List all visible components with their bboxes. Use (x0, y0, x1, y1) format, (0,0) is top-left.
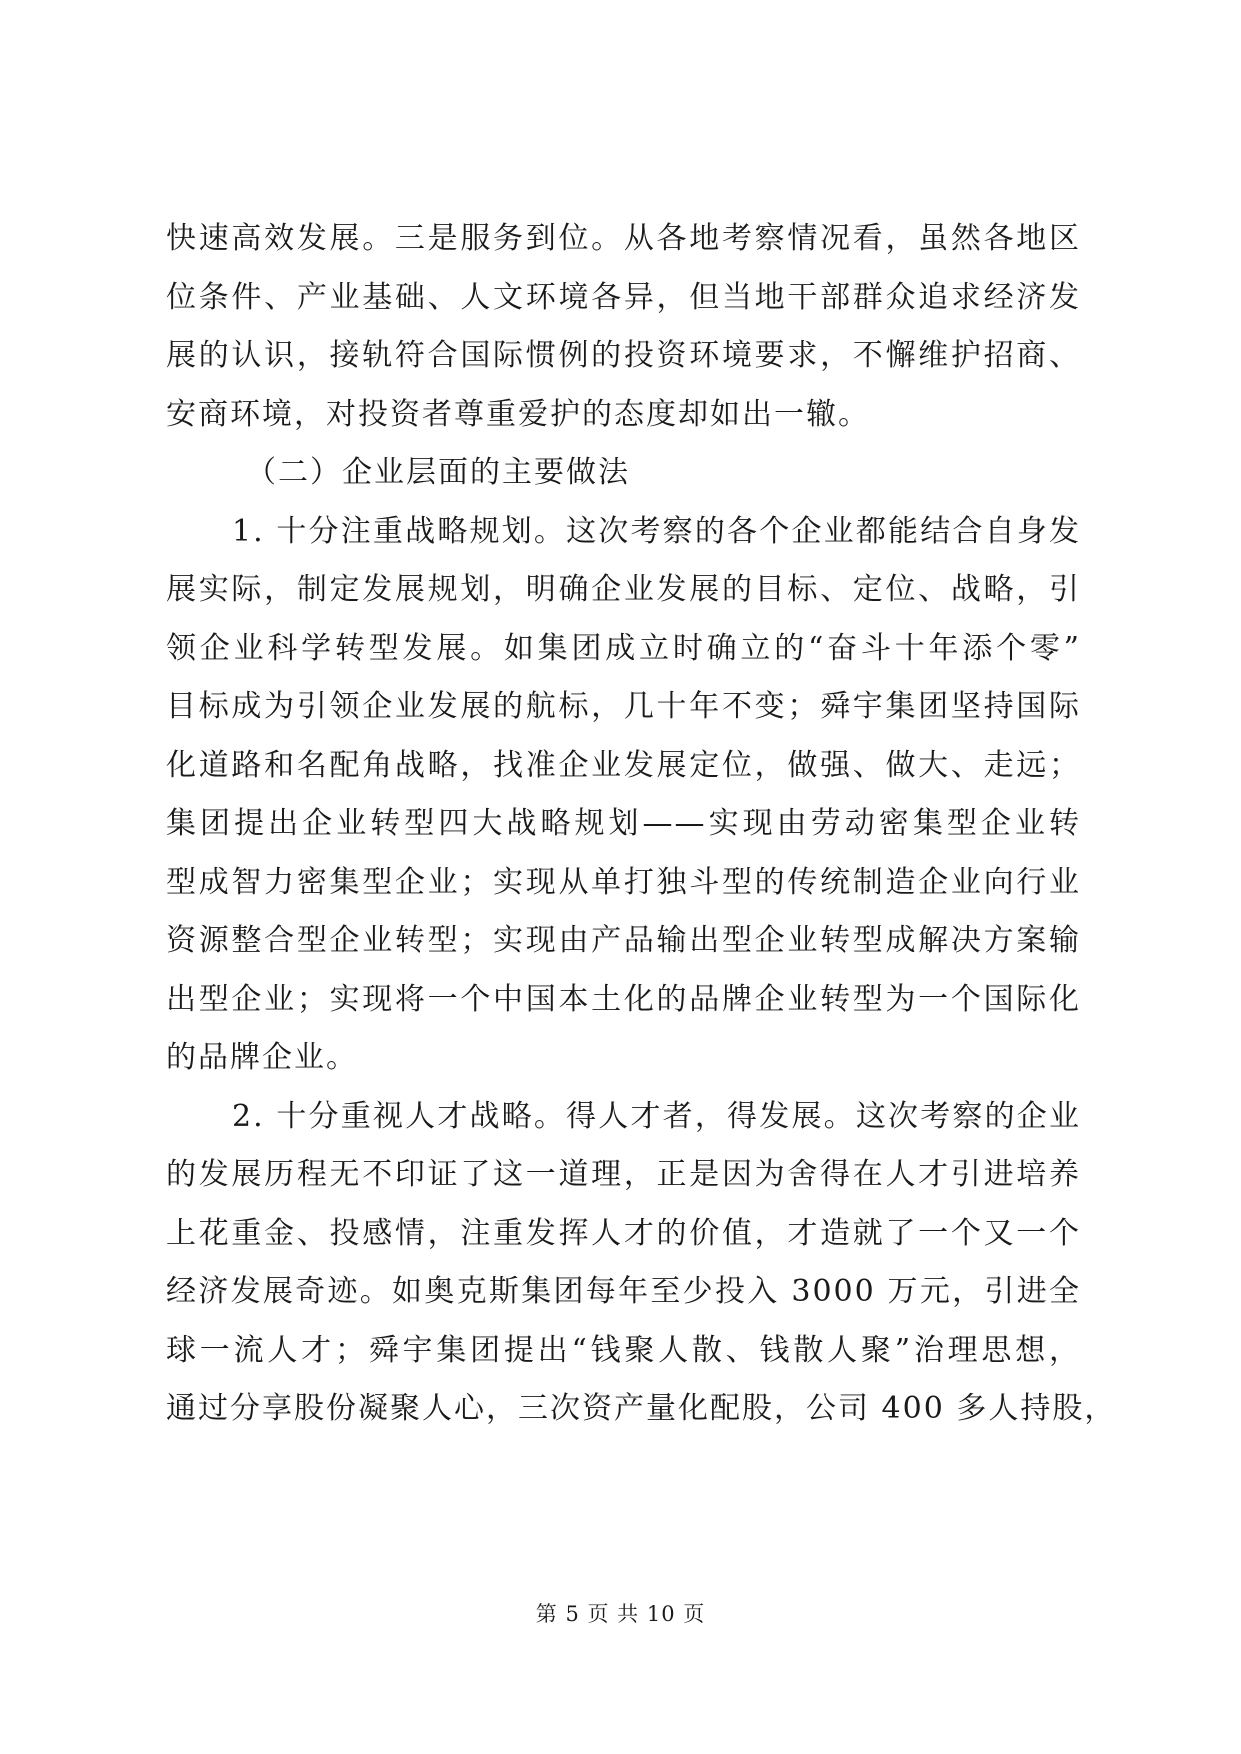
text-line: 位条件、产业基础、人文环境各异，但当地干部群众追求经济发 (166, 279, 1081, 315)
text-line: 资源整合型企业转型；实现由产品输出型企业转型成解决方案输 (166, 923, 1081, 958)
text-line: 展实际，制定发展规划，明确企业发展的目标、定位、战略，引 (166, 572, 1081, 607)
text-line: 化道路和名配角战略，找准企业发展定位，做强、做大、走远； (166, 747, 1081, 783)
text-line: 展的认识，接轨符合国际惯例的投资环境要求，不懈维护招商、 (166, 338, 1081, 373)
text-line: 目标成为引领企业发展的航标，几十年不变；舜宇集团坚持国际 (166, 689, 1081, 724)
text-line: 安商环境，对投资者尊重爱护的态度却如出一辙。 (166, 396, 870, 432)
page-number-footer: 第 5 页 共 10 页 (535, 1602, 706, 1626)
text-line: 型成智力密集型企业；实现从单打独斗型的传统制造企业向行业 (166, 864, 1081, 900)
body-text (166, 210, 1117, 1439)
text-line: 1. 十分注重战略规划。这次考察的各个企业都能结合自身发 (232, 513, 1081, 549)
text-line: 出型企业；实现将一个中国本土化的品牌企业转型为一个国际化 (166, 981, 1081, 1017)
text-line: 通过分享股份凝聚人心，三次资产量化配股，公司 400 多人持股， (166, 1391, 1117, 1426)
text-line: 快速高效发展。三是服务到位。从各地考察情况看，虽然各地区 (166, 221, 1081, 256)
text-line: 领企业科学转型发展。如集团成立时确立的“奋斗十年添个零” (166, 630, 1081, 666)
text-line: 经济发展奇迹。如奥克斯集团每年至少投入 3000 万元，引进全 (166, 1274, 1081, 1309)
section-heading: （二）企业层面的主要做法 (246, 455, 630, 490)
text-line: 的发展历程无不印证了这一道理，正是因为舍得在人才引进培养 (166, 1157, 1081, 1192)
text-line: 球一流人才；舜宇集团提出“钱聚人散、钱散人聚”治理思想， (166, 1332, 1081, 1368)
text-line: 集团提出企业转型四大战略规划——实现由劳动密集型企业转 (166, 806, 1081, 841)
text-line: 上花重金、投感情，注重发挥人才的价值，才造就了一个又一个 (166, 1215, 1081, 1251)
text-line: 2. 十分重视人才战略。得人才者，得发展。这次考察的企业 (232, 1098, 1081, 1134)
text-line: 的品牌企业。 (166, 1040, 358, 1075)
